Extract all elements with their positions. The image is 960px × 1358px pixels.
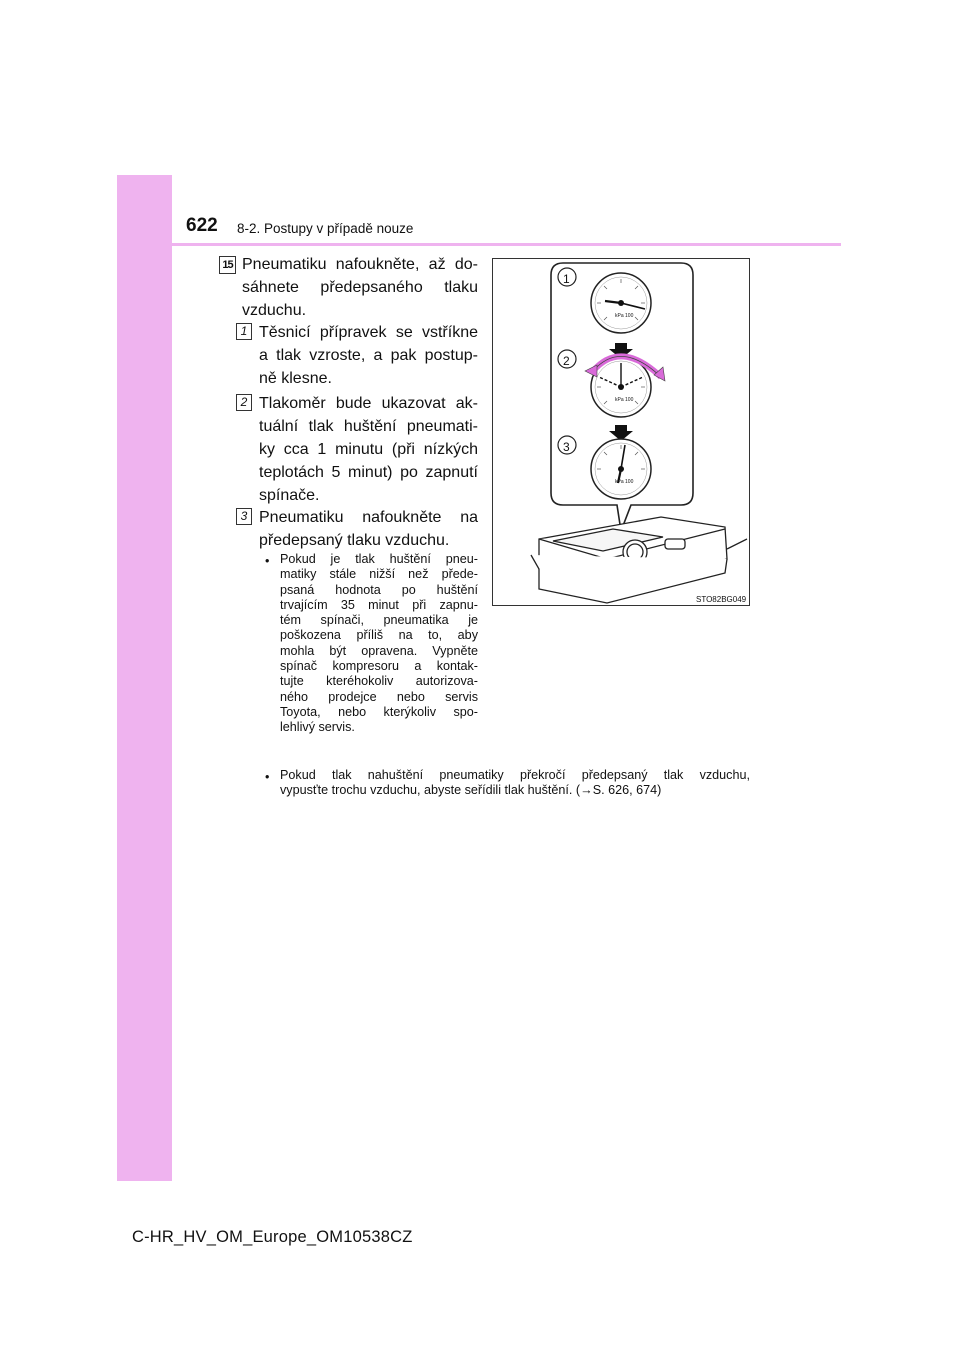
substep-text-1: Těsnicí přípravek se vstříkne a tlak vzroste, a pak postup- ně klesne.: [259, 324, 478, 387]
compressor-illustration: [531, 517, 747, 603]
gauge-unit-3: kPa 100: [615, 479, 634, 485]
gauge-3: [591, 439, 651, 499]
figure-callout-1: 1: [563, 272, 570, 286]
substep-text-3: Pneumatiku nafoukněte na předepsaný tlaku vzduchu.: [259, 509, 478, 549]
compressor-gauge-figure: [492, 258, 750, 606]
section-title: 8-2. Postupy v případě nouze: [237, 221, 414, 236]
document-code: C-HR_HV_OM_Europe_OM10538CZ: [132, 1228, 413, 1246]
substep-text-2: Tlakoměr bude ukazovat ak- tuální tlak huštění pneumati- ky cca 1 minutu (při nízkých teplotách 5 minut) po zapnutí spínače.: [259, 395, 478, 504]
gauge-1: [591, 273, 651, 333]
note-bullet-1: •: [265, 554, 270, 568]
chapter-sidebar-tab: [117, 175, 172, 1181]
substep-badge-1: 1: [236, 323, 252, 340]
page-number: 622: [186, 215, 218, 236]
note-text-1: Pokud je tlak huštění pneu- matiky stále nižší než přede- psaná hodnota po huštění trvajícím 35 minut při zapnu- tém spínači, pneumatika je poškozena příliš na to, aby mohla být opravena. Vypněte spínač kompresoru a kontak- tujte kteréhokoliv autorizova- ného prodejce nebo servis Toyota, nebo kterýkoliv spo- lehlivý servis.: [280, 552, 478, 735]
step-text: Pneumatiku nafoukněte, až do- sáhnete předepsaného tlaku vzduchu.: [242, 256, 478, 319]
substep-badge-2: 2: [236, 394, 252, 411]
header-rule: [172, 243, 841, 246]
figure-callout-2: 2: [563, 354, 570, 368]
gauge-unit-1: kPa 100: [615, 313, 634, 319]
step-badge: 15: [219, 256, 236, 274]
note-bullet-2: •: [265, 770, 270, 784]
figure-callout-3: 3: [563, 440, 570, 454]
figure-illustration: [493, 259, 749, 605]
note-text-2: Pokud tlak nahuštění pneumatiky překročí předepsaný tlak vzduchu, vypusťte trochu vzduchu, abyste seřídili tlak huštění. (→S. 626, 674): [280, 768, 750, 798]
gauge-unit-2: kPa 100: [615, 397, 634, 403]
substep-badge-3: 3: [236, 508, 252, 525]
figure-code: STO82BG049: [696, 595, 747, 604]
